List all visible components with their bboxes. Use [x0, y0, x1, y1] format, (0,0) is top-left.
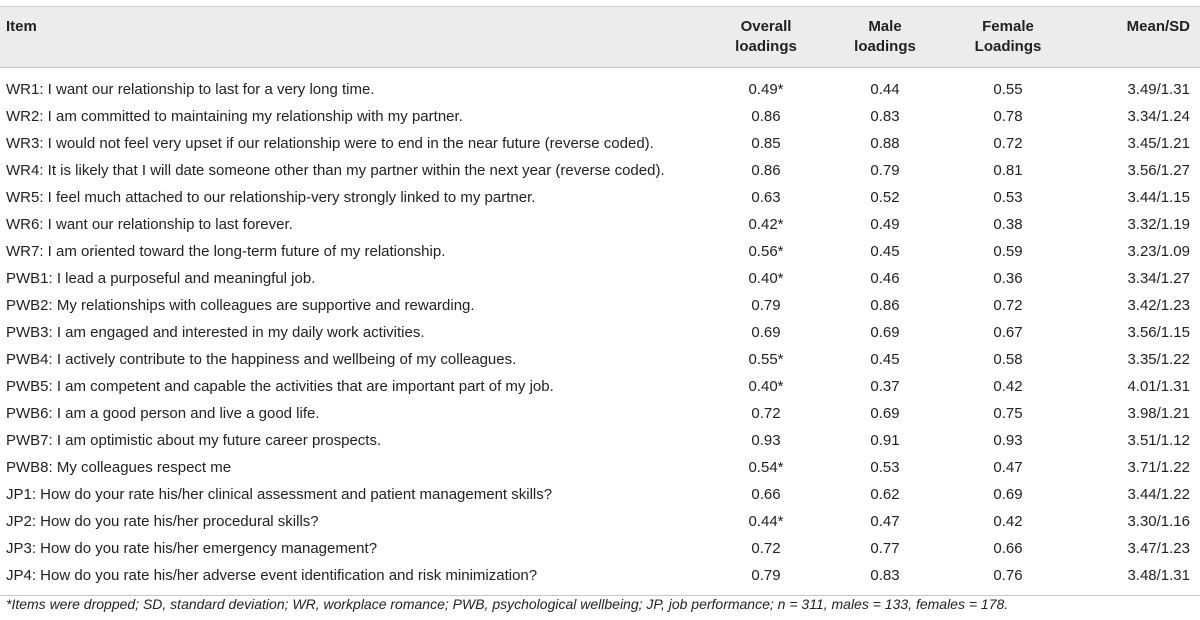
- item-cell: WR6: I want our relationship to last forever.: [6, 216, 293, 233]
- female-loading-cell: 0.53: [993, 189, 1023, 206]
- table-row: [0, 373, 1200, 400]
- male-loading-cell: 0.52: [870, 189, 900, 206]
- mean-sd-cell: 3.35/1.22: [1127, 351, 1190, 368]
- header-female-line2: Loadings: [974, 38, 1042, 55]
- table-row: [0, 481, 1200, 508]
- female-loading-cell: 0.66: [993, 540, 1023, 557]
- female-loading-cell: 0.42: [993, 378, 1023, 395]
- item-cell: WR4: It is likely that I will date someone other than my partner within the next year (reverse coded).: [6, 162, 665, 179]
- item-cell: WR7: I am oriented toward the long-term future of my relationship.: [6, 243, 446, 260]
- male-loading-cell: 0.45: [870, 351, 900, 368]
- item-cell: JP4: How do you rate his/her adverse event identification and risk minimization?: [0, 562, 706, 596]
- mean-sd-cell: 3.44/1.15: [1127, 189, 1190, 206]
- header-overall-loadings: [706, 7, 826, 68]
- female-loading-cell: 0.69: [993, 486, 1023, 503]
- header-female-line1: Female: [982, 18, 1034, 35]
- overall-loading-cell: 0.86: [751, 108, 781, 125]
- table-row: [0, 292, 1200, 319]
- male-loading-cell: 0.91: [870, 432, 900, 449]
- male-loading-cell: 0.88: [870, 135, 900, 152]
- overall-loading-cell: 0.72: [751, 540, 781, 557]
- female-loading-cell: 0.67: [993, 324, 1023, 341]
- header-overall-line2: loadings: [735, 38, 797, 55]
- overall-loading-cell: 0.63: [751, 189, 781, 206]
- overall-loading-cell: 0.79: [706, 562, 826, 596]
- table-row: [0, 427, 1200, 454]
- female-loading-cell: 0.75: [993, 405, 1023, 422]
- mean-sd-cell: 3.51/1.12: [1127, 432, 1190, 449]
- overall-loading-cell: 0.79: [751, 297, 781, 314]
- header-row: [0, 7, 1200, 68]
- item-cell: PWB1: I lead a purposeful and meaningful job.: [6, 270, 316, 287]
- mean-sd-cell: 3.47/1.23: [1127, 540, 1190, 557]
- overall-loading-cell: 0.49*: [748, 81, 784, 98]
- header-overall-line1: Overall: [740, 18, 792, 35]
- mean-sd-cell: 3.71/1.22: [1127, 459, 1190, 476]
- header-female-loadings: [944, 7, 1072, 68]
- male-loading-cell: 0.77: [870, 540, 900, 557]
- mean-sd-cell: 3.30/1.16: [1127, 513, 1190, 530]
- mean-sd-cell: 3.44/1.22: [1127, 486, 1190, 503]
- table-row: [0, 184, 1200, 211]
- female-loading-cell: 0.72: [993, 135, 1023, 152]
- item-cell: PWB4: I actively contribute to the happiness and wellbeing of my colleagues.: [6, 351, 517, 368]
- mean-sd-cell: 3.45/1.21: [1127, 135, 1190, 152]
- male-loading-cell: 0.79: [870, 162, 900, 179]
- item-cell: JP3: How do you rate his/her emergency management?: [6, 540, 378, 557]
- male-loading-cell: 0.46: [870, 270, 900, 287]
- female-loading-cell: 0.55: [993, 81, 1023, 98]
- overall-loading-cell: 0.40*: [748, 378, 784, 395]
- mean-sd-cell: 3.98/1.21: [1127, 405, 1190, 422]
- mean-sd-cell: 3.56/1.15: [1127, 324, 1190, 341]
- female-loading-cell: 0.93: [993, 432, 1023, 449]
- male-loading-cell: 0.44: [870, 81, 900, 98]
- mean-sd-cell: 3.34/1.24: [1127, 108, 1190, 125]
- table-row: [0, 157, 1200, 184]
- mean-sd-cell: 3.32/1.19: [1127, 216, 1190, 233]
- overall-loading-cell: 0.69: [751, 324, 781, 341]
- item-cell: WR1: I want our relationship to last for a very long time.: [6, 81, 375, 98]
- item-cell: PWB8: My colleagues respect me: [6, 459, 232, 476]
- mean-sd-cell: 4.01/1.31: [1127, 378, 1190, 395]
- female-loading-cell: 0.38: [993, 216, 1023, 233]
- overall-loading-cell: 0.72: [751, 405, 781, 422]
- male-loading-cell: 0.49: [870, 216, 900, 233]
- mean-sd-cell: 3.49/1.31: [1127, 81, 1190, 98]
- female-loading-cell: 0.36: [993, 270, 1023, 287]
- table-row: [0, 319, 1200, 346]
- overall-loading-cell: 0.42*: [748, 216, 784, 233]
- header-male-line2: loadings: [854, 38, 916, 55]
- table-row: [0, 346, 1200, 373]
- table-row: [0, 68, 1200, 104]
- table-row: [0, 454, 1200, 481]
- overall-loading-cell: 0.55*: [748, 351, 784, 368]
- table-row: [0, 535, 1200, 562]
- table-row: [0, 211, 1200, 238]
- female-loading-cell: 0.81: [993, 162, 1023, 179]
- item-cell: JP2: How do you rate his/her procedural skills?: [6, 513, 319, 530]
- table-row: [0, 130, 1200, 157]
- header-mean-sd: Mean/SD: [1072, 7, 1200, 68]
- item-cell: PWB3: I am engaged and interested in my daily work activities.: [6, 324, 425, 341]
- female-loading-cell: 0.58: [993, 351, 1023, 368]
- table-row: [0, 562, 1200, 596]
- female-loading-cell: 0.47: [993, 459, 1023, 476]
- overall-loading-cell: 0.66: [751, 486, 781, 503]
- overall-loading-cell: 0.54*: [748, 459, 784, 476]
- overall-loading-cell: 0.85: [751, 135, 781, 152]
- item-cell: PWB7: I am optimistic about my future career prospects.: [6, 432, 382, 449]
- item-cell: WR2: I am committed to maintaining my relationship with my partner.: [6, 108, 463, 125]
- table-row: [0, 265, 1200, 292]
- female-loading-cell: 0.42: [993, 513, 1023, 530]
- table-row: [0, 238, 1200, 265]
- loadings-table: [0, 6, 1200, 596]
- male-loading-cell: 0.53: [870, 459, 900, 476]
- female-loading-cell: 0.76: [944, 562, 1072, 596]
- item-cell: WR3: I would not feel very upset if our relationship were to end in the near future (reverse coded).: [6, 135, 654, 152]
- table-row: [0, 508, 1200, 535]
- male-loading-cell: 0.69: [870, 324, 900, 341]
- female-loading-cell: 0.78: [993, 108, 1023, 125]
- item-cell: JP1: How do your rate his/her clinical assessment and patient management skills?: [6, 486, 553, 503]
- overall-loading-cell: 0.93: [751, 432, 781, 449]
- header-male-line1: Male: [868, 18, 902, 35]
- table-row: [0, 103, 1200, 130]
- table-header: [0, 7, 1200, 68]
- header-male-loadings: [826, 7, 944, 68]
- table-body: [0, 68, 1200, 596]
- male-loading-cell: 0.47: [870, 513, 900, 530]
- female-loading-cell: 0.72: [993, 297, 1023, 314]
- table-row: [0, 400, 1200, 427]
- male-loading-cell: 0.69: [870, 405, 900, 422]
- item-cell: PWB2: My relationships with colleagues are supportive and rewarding.: [6, 297, 475, 314]
- overall-loading-cell: 0.86: [751, 162, 781, 179]
- male-loading-cell: 0.83: [870, 108, 900, 125]
- mean-sd-cell: 3.48/1.31: [1072, 562, 1200, 596]
- header-item: Item: [0, 7, 706, 68]
- overall-loading-cell: 0.44*: [748, 513, 784, 530]
- male-loading-cell: 0.62: [870, 486, 900, 503]
- male-loading-cell: 0.37: [870, 378, 900, 395]
- male-loading-cell: 0.86: [870, 297, 900, 314]
- mean-sd-cell: 3.23/1.09: [1127, 243, 1190, 260]
- table-footnote: *Items were dropped; SD, standard deviation; WR, workplace romance; PWB, psychological wellbeing; JP, job performance; n = 311, males = 133, females = 178.: [6, 596, 1009, 612]
- item-cell: WR5: I feel much attached to our relationship-very strongly linked to my partner.: [6, 189, 536, 206]
- overall-loading-cell: 0.40*: [748, 270, 784, 287]
- item-cell: PWB6: I am a good person and live a good life.: [6, 405, 320, 422]
- male-loading-cell: 0.45: [870, 243, 900, 260]
- mean-sd-cell: 3.34/1.27: [1127, 270, 1190, 287]
- mean-sd-cell: 3.42/1.23: [1127, 297, 1190, 314]
- female-loading-cell: 0.59: [993, 243, 1023, 260]
- mean-sd-cell: 3.56/1.27: [1127, 162, 1190, 179]
- male-loading-cell: 0.83: [826, 562, 944, 596]
- item-cell: PWB5: I am competent and capable the activities that are important part of my job.: [6, 378, 554, 395]
- overall-loading-cell: 0.56*: [748, 243, 784, 260]
